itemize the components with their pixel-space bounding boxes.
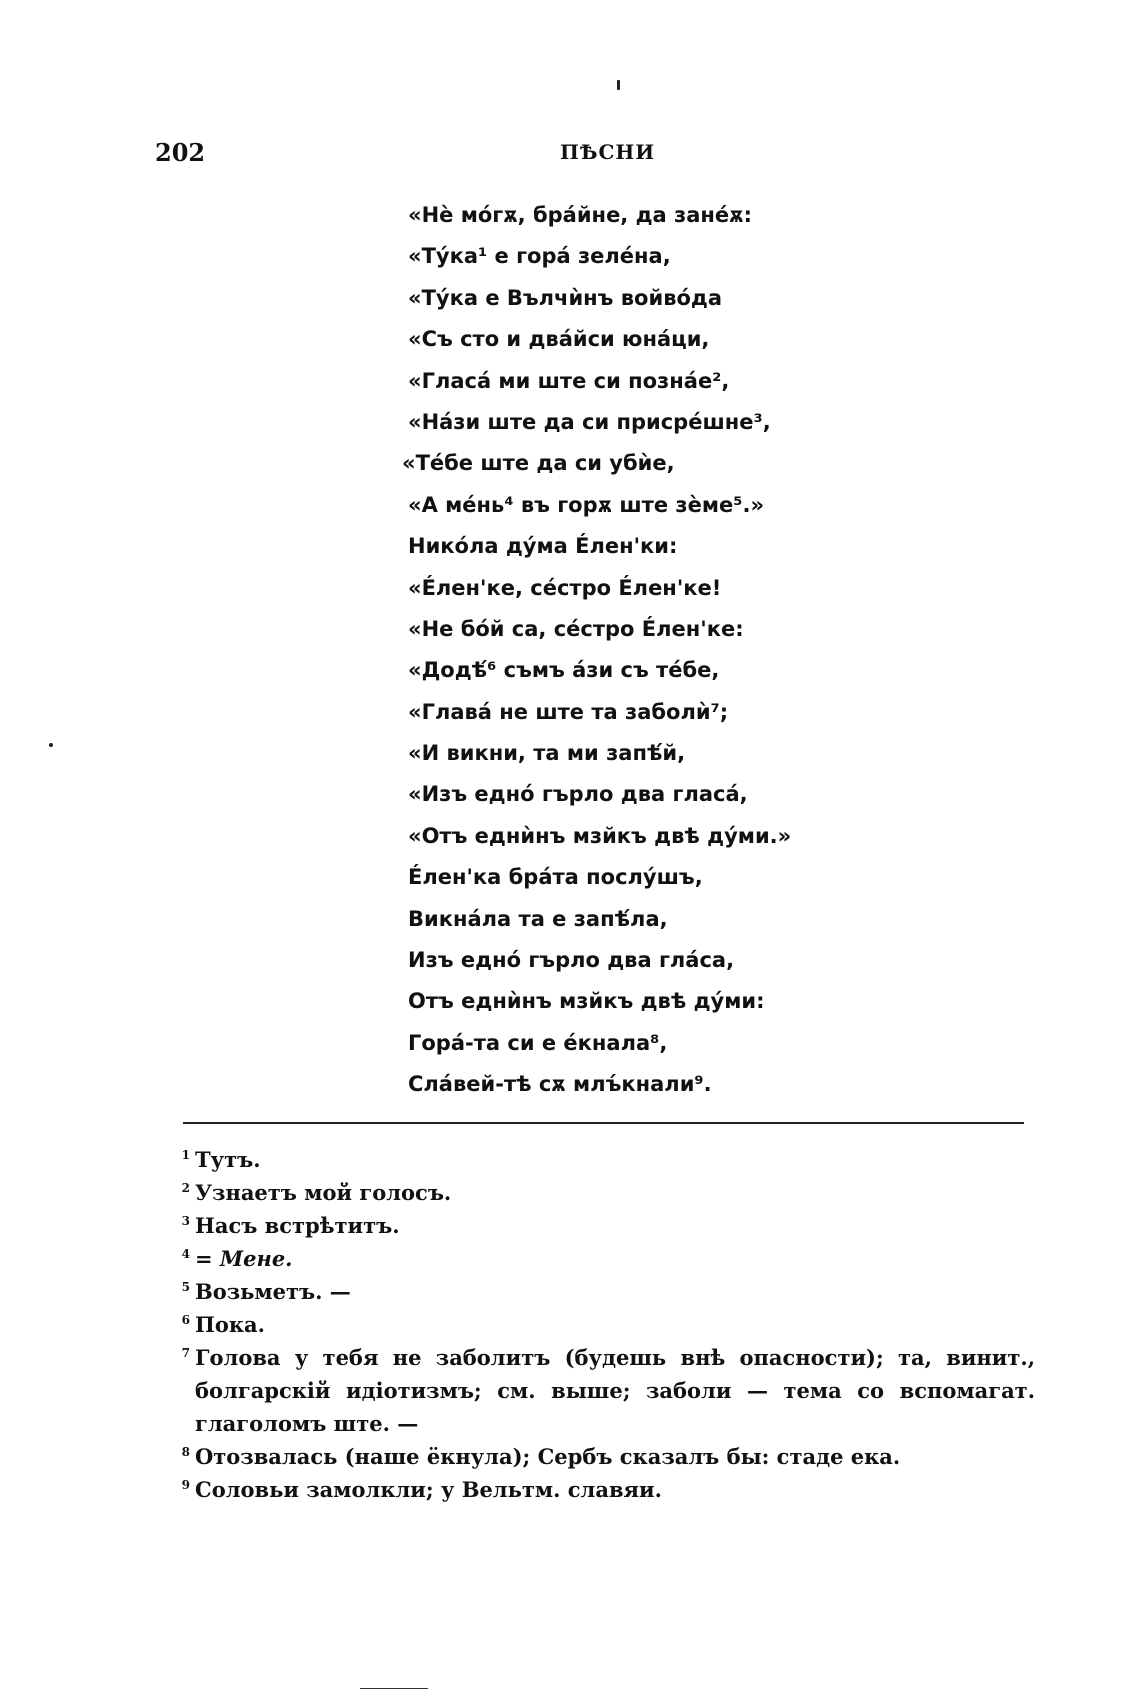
footnote-mark: 3 xyxy=(181,1214,190,1228)
footnote xyxy=(175,1275,1035,1308)
poem-line: «Нáзи ште да си присрéшне³, xyxy=(408,409,771,434)
poem-line: Викнáла та е запѣ́ла, xyxy=(408,906,668,931)
poem-line: «А мéнь⁴ въ горѫ ште зѐме⁵.» xyxy=(408,492,765,517)
poem-line: «Отъ еднѝнъ мзйкъ двѣ дýми.» xyxy=(408,823,792,848)
footnote xyxy=(175,1176,1035,1209)
poem-line: Отъ еднѝнъ мзйкъ двѣ дýми: xyxy=(408,989,765,1014)
poem-line: «Додѣ́⁶ съмъ áзи съ тéбе, xyxy=(408,658,720,683)
running-title: ПѢСНИ xyxy=(560,140,656,164)
footnote-text: Голова у тебя не заболитъ (будешь внѣ опасности); та, винит., болгарскій идіотизмъ; см. выше; заболи — тема со вспомагат. глаголомъ ште. — xyxy=(195,1345,1035,1436)
poem-line: «Тýка е Вълчѝнъ войвóда xyxy=(408,285,723,310)
footnote-text: Тутъ. xyxy=(195,1147,261,1172)
footnote xyxy=(175,1341,1035,1440)
footnote xyxy=(175,1473,1035,1506)
footnote-text: Отозвалась (наше ёкнула); Сербъ сказалъ бы: стаде ека. xyxy=(195,1444,901,1469)
footnote-mark: 8 xyxy=(181,1445,190,1459)
footnote-mark: 5 xyxy=(181,1280,190,1294)
footnote-mark: 4 xyxy=(181,1247,190,1261)
poem-line: «Главá не ште та заболѝ⁷; xyxy=(408,699,729,724)
poem-line: «Изъ еднó гърло два гласá, xyxy=(408,782,748,807)
poem-line: Изъ еднó гърло два глáса, xyxy=(408,948,735,973)
footnote-mark: 7 xyxy=(181,1346,190,1360)
footnote xyxy=(175,1308,1035,1341)
footnote-mark: 1 xyxy=(181,1148,190,1162)
footnote-mark: 2 xyxy=(181,1181,190,1195)
footnote-text: Пока. xyxy=(195,1312,265,1337)
footnote-text: Насъ встрѣтитъ. xyxy=(195,1213,400,1238)
poem-line: «Нѐ мóгѫ, бра́йне, да зане́ѫ: xyxy=(408,203,752,227)
poem-line: Горá-та си е éкнала⁸, xyxy=(408,1030,668,1055)
footnote-mark: 6 xyxy=(181,1313,190,1327)
poem-line: Éлен'ка брáта послýшъ, xyxy=(408,865,703,890)
poem-line: «Не бóй са, сéстро Éлен'ке: xyxy=(408,616,744,641)
poem-line: Никóла дýма Éлен'ки: xyxy=(408,534,678,559)
footnote-text: Соловьи замолкли; у Вельтм. славяи. xyxy=(195,1477,662,1502)
footnote-divider xyxy=(183,1122,1024,1124)
footnotes xyxy=(175,1143,1035,1506)
bottom-mark xyxy=(360,1688,428,1689)
poem xyxy=(402,195,792,1106)
footnote xyxy=(175,1143,1035,1176)
footnote-text: Возьметъ. — xyxy=(195,1279,351,1304)
poem-line: «Тýка¹ е горá зелéна, xyxy=(408,244,671,269)
poem-line: «Тéбе ште да си убѝе, xyxy=(402,451,675,476)
footnote-text: = Мене. xyxy=(195,1246,293,1271)
poem-line: «Éлен'ке, сéстро Éлен'ке! xyxy=(408,575,722,600)
speck xyxy=(49,743,53,747)
footnote xyxy=(175,1242,1035,1275)
poem-line: Слáвей-тѣ сѫ млъ́кнали⁹. xyxy=(408,1072,712,1097)
poem-line: «Гласá ми ште си познáе², xyxy=(408,368,730,393)
footnote xyxy=(175,1440,1035,1473)
footnote-mark: 9 xyxy=(181,1478,190,1492)
speck xyxy=(617,80,620,90)
footnote-text: Узнаетъ мой голосъ. xyxy=(195,1180,452,1205)
footnote xyxy=(175,1209,1035,1242)
page-number: 202 xyxy=(155,138,206,167)
poem-line: «Съ сто и двáйси юна́ци, xyxy=(408,327,710,352)
poem-line: «И викни, та ми запѣ́й, xyxy=(408,741,686,766)
